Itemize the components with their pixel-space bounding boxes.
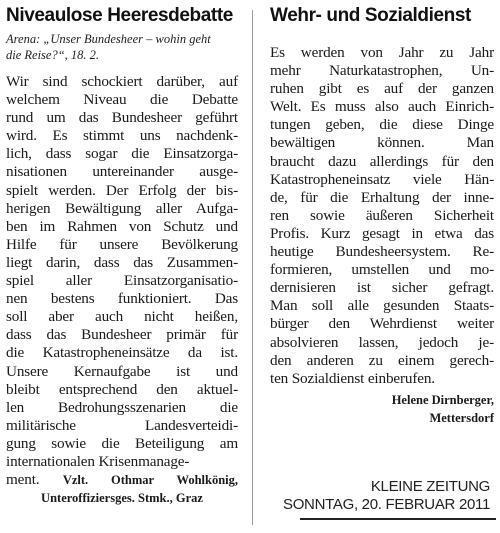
left-headline: Niveaulose Heeresdebatte [6,5,233,26]
left-signature-name: Vzlt. Othmar Wohlkönig, [62,473,238,488]
left-signature [6,489,238,507]
body-line: Profis. Kurz gesagt in etwa das [270,224,494,242]
left-reference [6,31,238,63]
body-line: formieren, umstellen und mo- [270,261,494,279]
body-line: wird. Es stimmt uns nachdenk- [6,127,238,145]
body-line: Welt. Es muss also auch Einrich- [270,98,494,116]
left-signature-place: Unteroffiziersges. Stmk., Graz [41,491,203,506]
right-signature-place: Mettersdorf [429,410,494,425]
body-line: gung sowie die Beteiligung am [6,434,238,452]
column-divider [252,10,253,525]
right-body [270,44,494,388]
publication-date: SONNTAG, 20. FEBRUAR 2011 [282,496,490,513]
left-reference-line: Arena: „Unser Bundesheer – wohin geht [6,32,211,46]
body-line: mehr Naturkatastrophen, Un- [270,62,494,80]
left-body [6,73,238,489]
body-line: soll aber auch nicht heißen, [6,308,238,326]
body-line: dernisieren ist sicher gefragt. [270,279,494,297]
right-signature-name: Helene Dirnberger, [391,392,494,407]
body-line: Hilfe für unsere Bevölkerung [6,235,238,253]
body-line: nen bestens funktioniert. Das [6,290,238,308]
body-line: ben im Rahmen von Schutz und [6,217,238,235]
body-line [6,471,238,489]
body-line: spiel aller Einsatzorganisatio- [6,272,238,290]
body-line: internationalen Krisenmanage- [6,452,190,470]
right-headline: Wehr- und Sozialdienst [270,5,471,26]
body-line: lich, dass sogar die Einsatzorga- [6,145,238,163]
right-letter [270,0,494,427]
body-line: bürger den Wehrdienst weiter [270,315,494,333]
body-line: absolvieren lassen, jedoch je- [270,333,494,351]
body-line: dass das Bundesheer primär für [6,326,238,344]
masthead [283,478,490,514]
body-line: nisationen untereinander ausge- [6,163,238,181]
body-line: Unsere Kernaufgabe ist und [6,362,238,380]
left-letter [6,0,238,507]
body-line: Katastropheneinsatz viele Hän- [270,170,494,188]
body-line: ruhen gibt es auf der ganzen [270,80,494,98]
publication-name: KLEINE ZEITUNG [370,478,490,495]
body-line: welchem Niveau die Debatte [6,91,238,109]
body-line: Es werden von Jahr zu Jahr [270,44,494,61]
body-line: bewältigen können. Man [270,134,494,152]
masthead-rule [300,518,496,520]
body-line: tungen geben, die diese Dinge [270,116,494,134]
left-reference-line: die Reise?“, 18. 2. [6,48,100,62]
body-line: de, für die Erhaltung der inne- [270,188,494,206]
right-signature [270,391,494,427]
body-line: herigen Bewältigung aller Aufga- [6,199,238,217]
body-line: militärische Landesverteidi- [6,416,238,434]
body-line: den anderen zu einem gerech- [270,351,494,369]
body-line: spielt werden. Der Erfolg der bis- [6,181,238,199]
body-line: Wir sind schockiert darüber, auf [6,73,238,90]
body-line: braucht dazu allerdings für den [270,152,494,170]
body-line: bleibt entsprechend den aktuel- [6,380,238,398]
body-line: liegt darin, dass das Zusammen- [6,253,238,271]
body-line: len Bedrohungsszenarien die [6,398,238,416]
body-line: ten Sozialdienst einberufen. [270,369,435,387]
body-last-word: ment. [6,471,40,489]
body-line: Man soll alle gesunden Staats- [270,297,494,315]
body-line: heutige Bundesheersystem. Re- [270,243,494,261]
body-line: ren sowie äußeren Sicherheit [270,206,494,224]
body-line: die Katastropheneinsätze da ist. [6,344,238,362]
body-line: rund um das Bundesheer geführt [6,109,238,127]
